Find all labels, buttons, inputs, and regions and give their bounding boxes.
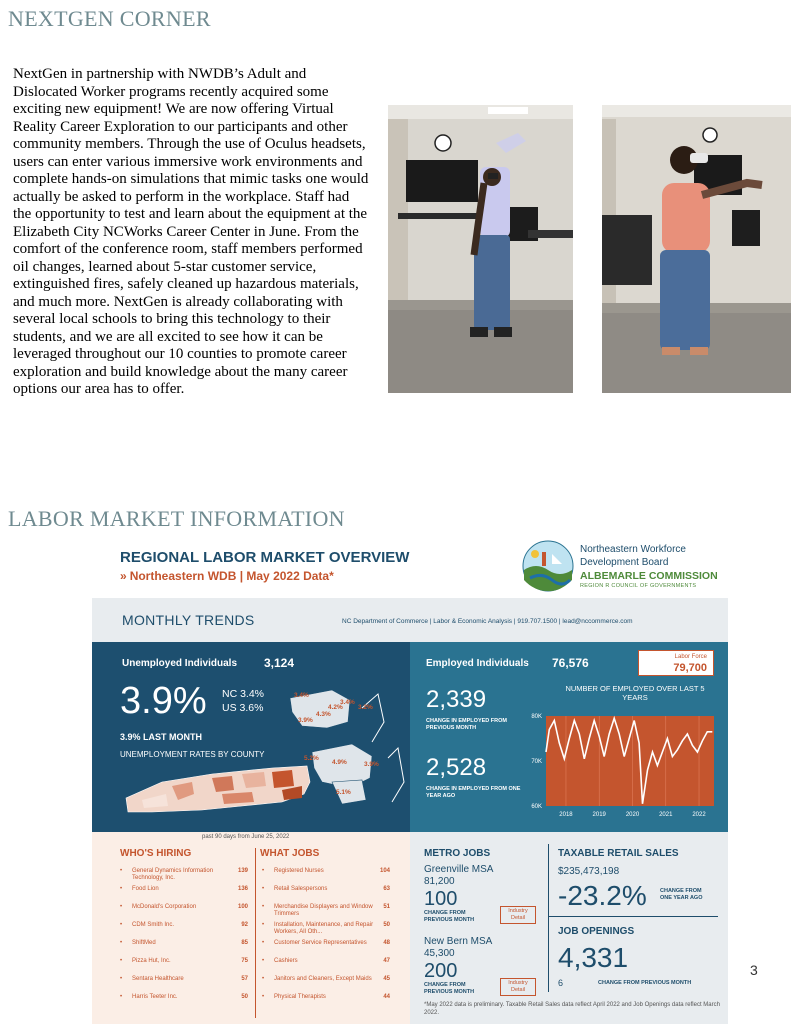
y-tick-label: 80K [531, 714, 542, 720]
job-openings-heading: JOB OPENINGS [558, 926, 635, 937]
county-rate-label: 4.3% [316, 711, 331, 718]
county-rate-label: 5.1% [336, 789, 351, 796]
labor-force-box [638, 650, 714, 676]
job-count: 63 [383, 886, 390, 892]
monthly-trends-title: MONTHLY TRENDS [122, 612, 255, 628]
metro-divider [548, 844, 549, 992]
bullet-icon: • [120, 994, 123, 1000]
column-divider [255, 848, 256, 1018]
employer-name: General Dynamics Information Technology, Inc. [132, 868, 214, 881]
bullet-icon: • [262, 904, 265, 910]
county-rate-label: 3.4% [294, 692, 309, 699]
newbern-change-label: CHANGE FROM PREVIOUS MONTH [424, 982, 475, 995]
bullet-icon: • [120, 886, 123, 892]
employed-label: Employed Individuals [426, 658, 529, 669]
unemployment-panel [92, 642, 410, 832]
employer-name: CDM Smith Inc. [132, 922, 175, 928]
bullet-icon: • [120, 958, 123, 964]
job-name: Cashiers [274, 958, 298, 964]
job-name: Physical Therapists [274, 994, 326, 1000]
logo-text-line2: Development Board [580, 557, 669, 568]
data-footnote: *May 2022 data is preliminary. Taxable Retail Sales data reflect April 2022 and Job Openings data reflect March 2022. [424, 1002, 720, 1016]
hiring-panel [92, 832, 410, 1024]
job-openings-change: 6 [558, 978, 564, 988]
employer-count: 85 [241, 940, 248, 946]
employed-change-year-label: CHANGE IN EMPLOYED FROM ONE YEAR AGO [426, 786, 521, 799]
bullet-icon: • [262, 940, 265, 946]
employer-name: Food Lion [132, 886, 159, 892]
bullet-icon: • [262, 994, 265, 1000]
greenville-change-label: CHANGE FROM PREVIOUS MONTH [424, 910, 475, 923]
county-rate-label: 4.2% [328, 704, 343, 711]
section-title-labor-market: LABOR MARKET INFORMATION [8, 506, 345, 531]
employer-count: 50 [241, 994, 248, 1000]
newbern-value: 45,300 [424, 948, 455, 959]
job-count: 48 [383, 940, 390, 946]
us-rate: US 3.6% [222, 702, 264, 714]
employed-change-month: 2,339 [426, 686, 487, 713]
bullet-icon: • [120, 922, 123, 928]
unemployed-value: 3,124 [264, 656, 295, 670]
employed-line-chart [522, 712, 722, 830]
county-rate-label: 3.9% [298, 717, 313, 724]
job-name: Merchandise Displayers and Window Trimmers [274, 904, 373, 917]
monthly-trends-bar [92, 598, 728, 642]
retail-divider [548, 916, 718, 917]
page-number: 3 [750, 962, 758, 978]
x-tick-label: 2018 [559, 812, 573, 818]
x-tick-label: 2020 [625, 812, 640, 818]
job-name: Installation, Maintenance, and Repair Workers, All Oth... [274, 922, 374, 935]
article-body: NextGen in partnership with NWDB’s Adult and Dislocated Worker programs recently acquired some exciting new equipment! We are now offering Virtual Reality Career Exploration to our participants and other community members. Through the use of Oculus headsets, users can enter various immersive work environments and complete hands-on simulations that mimic tasks one would actually be asked to perform in the workplace. Staff had the opportunity to test and learn about the equipment at the Elizabeth City NCWorks Career Center in June. From the comfort of the conference room, staff members performed oil changes, learned about 5-star customer service, extinguished fires, safely cleaned up hazardous materials, and much more. NextGen is already collaborating with several local schools to bring this technology to their students, and we are all excited to see how it can be leveraged throughout our 10 counties to promote career exploration and build knowledge about the many career options our area has to offer. [13, 66, 369, 397]
unemployed-label: Unemployed Individuals [122, 658, 238, 669]
y-tick-label: 60K [531, 804, 542, 810]
data-source-line: NC Department of Commerce | Labor & Economic Analysis | 919.707.1500 | lead@nccommerce.com [342, 618, 633, 625]
x-tick-label: 2019 [592, 812, 606, 818]
greenville-industry-detail-button[interactable]: Industry Detail [500, 906, 536, 924]
photo-woman-vr-headset [602, 105, 791, 393]
whos-hiring-heading: WHO'S HIRING [120, 848, 192, 859]
employer-name: Pizza Hut, Inc. [132, 958, 171, 964]
infographic-header [92, 536, 728, 598]
employer-name: McDonald's Corporation [132, 904, 197, 910]
employer-count: 139 [237, 868, 248, 874]
county-rate-label: 3.2% [358, 704, 373, 711]
retail-sales-heading: TAXABLE RETAIL SALES [558, 848, 679, 859]
employed-change-month-label: CHANGE IN EMPLOYED FROM PREVIOUS MONTH [426, 718, 507, 731]
hiring-period-note: past 90 days from June 25, 2022 [202, 834, 290, 840]
newbern-industry-detail-button[interactable]: Industry Detail [500, 978, 536, 996]
county-rates-label: UNEMPLOYMENT RATES BY COUNTY [120, 750, 265, 759]
last-month-rate: 3.9% LAST MONTH [120, 732, 203, 742]
job-count: 50 [383, 922, 390, 928]
albemarle-logo-icon [522, 540, 574, 592]
job-openings-value: 4,331 [558, 942, 629, 973]
employer-count: 136 [237, 886, 248, 892]
metro-retail-panel [410, 832, 728, 1024]
employed-value: 76,576 [552, 656, 589, 670]
county-rate-label: 4.9% [332, 759, 347, 766]
x-tick-label: 2022 [692, 812, 706, 818]
bullet-icon: • [262, 886, 265, 892]
bullet-icon: • [120, 976, 123, 982]
greenville-name: Greenville MSA [424, 864, 494, 875]
bullet-icon: • [262, 958, 265, 964]
employer-name: ShiftMed [132, 940, 156, 946]
infographic-subtitle-text: Northeastern WDB | May 2022 Data* [129, 569, 334, 583]
y-tick-label: 70K [531, 759, 542, 765]
job-openings-change-label: CHANGE FROM PREVIOUS MONTH [598, 980, 692, 986]
metro-jobs-heading: METRO JOBS [424, 848, 491, 859]
job-count: 47 [383, 958, 390, 964]
employer-count: 92 [241, 922, 248, 928]
employer-count: 57 [241, 976, 248, 982]
x-tick-label: 2021 [659, 812, 673, 818]
employer-name: Harris Teeter Inc. [132, 994, 178, 1000]
infographic-subtitle [120, 569, 334, 583]
unemployment-rate: 3.9% [120, 680, 207, 722]
employer-name: Sentara Healthcare [132, 976, 184, 982]
employer-count: 75 [241, 958, 248, 964]
job-count: 104 [379, 868, 390, 874]
job-name: Customer Service Representatives [274, 940, 367, 946]
section-title-nextgen: NEXTGEN CORNER [8, 6, 211, 31]
county-rate-label: 5.2% [304, 755, 319, 762]
employed-chart-title: NUMBER OF EMPLOYED OVER LAST 5 YEARS [565, 684, 705, 702]
labor-force-label: Labor Force [674, 654, 707, 660]
retail-sales-change-label: CHANGE FROM ONE YEAR AGO [660, 888, 703, 901]
labor-market-infographic [92, 536, 728, 1024]
greenville-change: 100 [424, 888, 458, 910]
photo-man-vr-headset [388, 105, 573, 393]
bullet-icon: • [120, 868, 123, 874]
logo-text-line4: REGION R COUNCIL OF GOVERNMENTS [580, 583, 697, 589]
job-count: 45 [383, 976, 390, 982]
employed-change-year: 2,528 [426, 754, 487, 781]
job-name: Janitors and Cleaners, Except Maids [274, 976, 372, 982]
chevron-right-icon: » [120, 569, 127, 583]
logo-text-line1: Northeastern Workforce [580, 544, 686, 555]
newbern-change: 200 [424, 960, 458, 982]
retail-sales-value: $235,473,198 [558, 866, 620, 877]
retail-sales-change: -23.2% [558, 880, 647, 911]
job-count: 44 [383, 994, 390, 1000]
county-rate-label: 3.4% [340, 699, 355, 706]
nc-rate: NC 3.4% [222, 688, 265, 700]
bullet-icon: • [262, 976, 265, 982]
employment-panel [410, 642, 728, 832]
greenville-value: 81,200 [424, 876, 455, 887]
employer-count: 100 [237, 904, 248, 910]
what-jobs-heading: WHAT JOBS [260, 848, 320, 859]
bullet-icon: • [120, 904, 123, 910]
nc-county-map [122, 682, 410, 830]
job-count: 51 [383, 904, 390, 910]
logo-text-line3: ALBEMARLE COMMISSION [580, 570, 718, 582]
labor-force-value: 79,700 [673, 662, 707, 674]
newbern-name: New Bern MSA [424, 936, 493, 947]
job-name: Registered Nurses [274, 868, 324, 874]
bullet-icon: • [120, 940, 123, 946]
infographic-title: REGIONAL LABOR MARKET OVERVIEW [120, 549, 410, 566]
bullet-icon: • [262, 868, 265, 874]
bullet-icon: • [262, 922, 265, 928]
job-name: Retail Salespersons [274, 886, 328, 892]
county-rate-label: 3.9% [364, 761, 379, 768]
